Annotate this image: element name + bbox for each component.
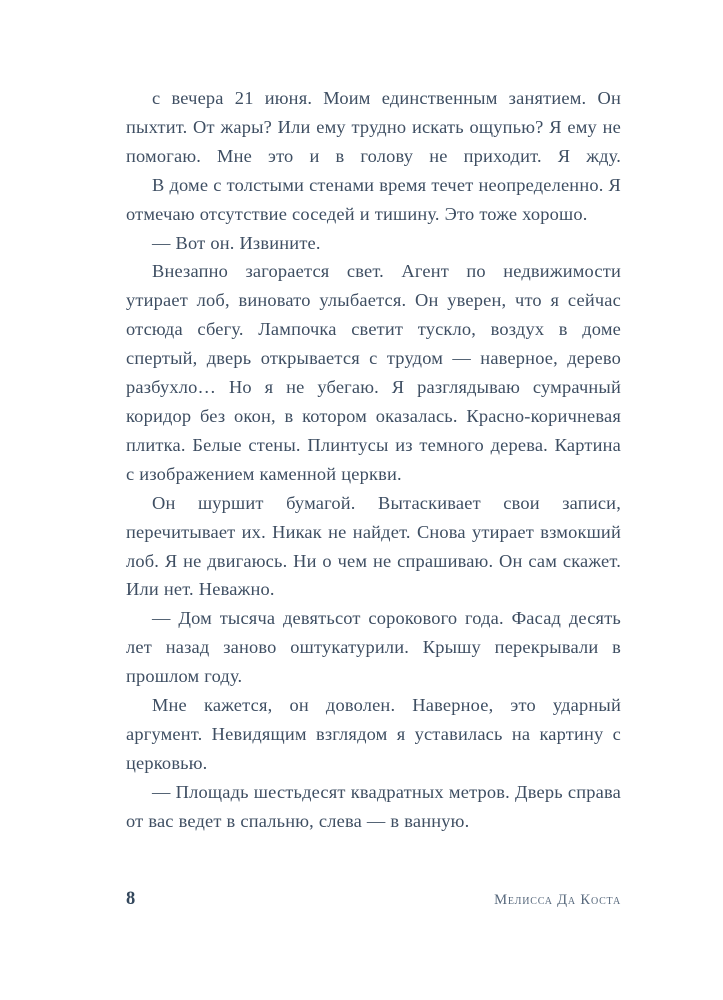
page-number: 8 [126,889,136,909]
body-text-column [126,84,621,836]
paragraph: Он шуршит бумагой. Вытаскивает свои записи, перечитывает их. Никак не найдет. Снова утирает взмокший лоб. Я не двигаюсь. Ни о чем не спрашиваю. Он сам скажет. Или нет. Неважно. [126,492,621,600]
paragraph: Внезапно загорается свет. Агент по недвижимости утирает лоб, виновато улыбается. Он уверен, что я сейчас отсюда сбегу. Лампочка светит тускло, воздух в доме спертый, дверь открывается с трудом — наверное, дерево разбухло… Но я не убегаю. Я разглядываю сумрачный коридор без окон, в котором оказалась. Красно-коричневая плитка. Белые стены. Плинтусы из темного дерева. Картина с изображением каменной церкви. [126,261,621,484]
paragraph: Мне кажется, он доволен. Наверное, это ударный аргумент. Невидящим взглядом я уставилась на картину с церковью. [126,695,621,773]
paragraph-continued: с вечера 21 июня. Моим единственным занятием. Он пыхтит. От жары? Или ему трудно искать ощупью? Я ему не помогаю. Мне это и в голову не приходит. Я жду. [126,88,621,166]
dialogue-paragraph: — Вот он. Извините. [152,232,321,253]
dialogue-paragraph: — Площадь шестьдесят квадратных метров. Дверь справа от вас ведет в спальню, слева — в ванную. [126,781,621,831]
dialogue-paragraph: — Дом тысяча девятьсот сорокового года. Фасад десять лет назад заново оштукатурили. Крышу перекрывали в прошлом году. [126,608,621,687]
page-footer [126,888,621,912]
paragraph: В доме с толстыми стенами время течет неопределенно. Я отмечаю отсутствие соседей и тишину. Это тоже хорошо. [126,174,621,224]
running-header-author: Мелисса Да Коста [494,892,621,908]
